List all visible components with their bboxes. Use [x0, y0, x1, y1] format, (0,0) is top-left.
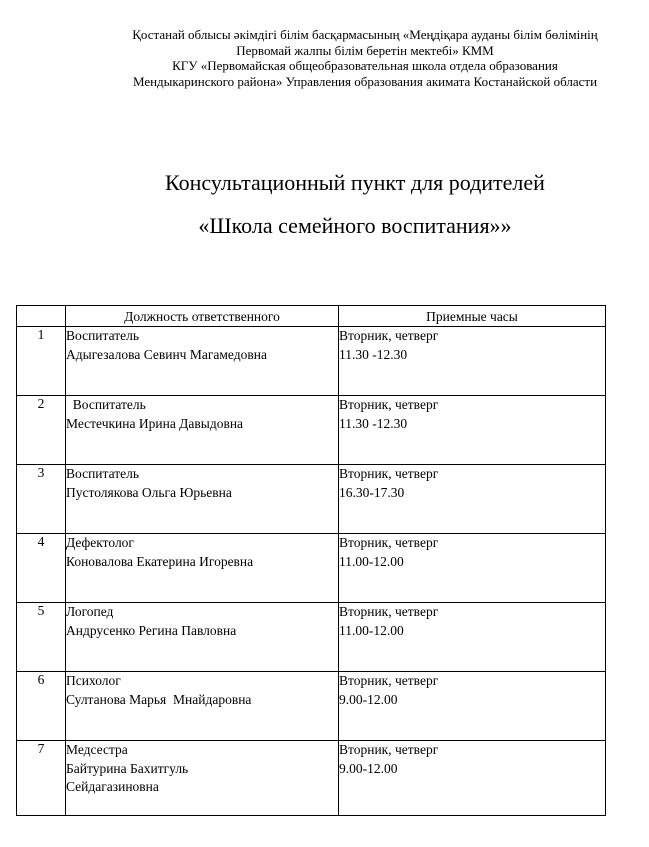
reception-time: 11.00-12.00	[339, 622, 404, 638]
table-row	[17, 672, 606, 741]
header-number-cell	[17, 306, 66, 327]
row-number: 5	[17, 603, 66, 672]
row-hours-cell	[339, 741, 606, 816]
row-position-cell	[66, 327, 339, 396]
row-number: 7	[17, 741, 66, 816]
table-header-row	[17, 306, 606, 327]
consultation-schedule-table	[16, 305, 606, 816]
staff-role: Воспитатель	[66, 466, 140, 481]
table-row	[17, 603, 606, 672]
row-position-cell	[66, 741, 339, 816]
row-position-cell	[66, 672, 339, 741]
row-number: 3	[17, 465, 66, 534]
row-position-cell	[66, 603, 339, 672]
table-row	[17, 465, 606, 534]
header-line-ru-1: КГУ «Первомайская общеобразовательная школа отдела образования	[172, 58, 558, 73]
document-header	[60, 27, 649, 89]
row-position-cell	[66, 465, 339, 534]
row-hours-cell	[339, 327, 606, 396]
header-position-cell: Должность ответственного	[66, 306, 339, 327]
staff-name: Андрусенко Регина Павловна	[66, 622, 237, 638]
reception-days: Вторник, четверг	[339, 328, 439, 343]
row-number: 4	[17, 534, 66, 603]
staff-name: Байтурина Бахитгуль	[66, 760, 189, 776]
row-position-cell	[66, 534, 339, 603]
reception-days: Вторник, четверг	[339, 466, 439, 481]
table-row	[17, 534, 606, 603]
row-hours-cell	[339, 603, 606, 672]
staff-name: Местечкина Ирина Давыдовна	[66, 415, 244, 431]
staff-role: Медсестра	[66, 742, 128, 757]
reception-time: 16.30-17.30	[339, 484, 405, 500]
table-row	[17, 396, 606, 465]
row-number: 1	[17, 327, 66, 396]
reception-time: 11.30 -12.30	[339, 346, 408, 362]
row-hours-cell	[339, 465, 606, 534]
staff-role: Логопед	[66, 604, 114, 619]
staff-role: Психолог	[66, 673, 121, 688]
row-hours-cell	[339, 672, 606, 741]
table-row	[17, 327, 606, 396]
reception-days: Вторник, четверг	[339, 397, 439, 412]
reception-time: 11.00-12.00	[339, 553, 404, 569]
reception-time: 11.30 -12.30	[339, 415, 408, 431]
document-subtitle: «Школа семейного воспитания»»	[198, 213, 512, 238]
row-position-cell	[66, 396, 339, 465]
staff-role: Дефектолог	[66, 535, 134, 550]
staff-name: Пустолякова Ольга Юрьевна	[66, 484, 232, 500]
header-line-ru-2: Мендыкаринского района» Управления образования акимата Костанайской области	[132, 73, 598, 89]
table-row	[17, 741, 606, 816]
reception-days: Вторник, четверг	[339, 604, 439, 619]
reception-time: 9.00-12.00	[339, 760, 398, 776]
row-hours-cell	[339, 396, 606, 465]
staff-name: Адыгезалова Севинч Магамедовна	[66, 346, 267, 362]
row-number: 2	[17, 396, 66, 465]
reception-time: 9.00-12.00	[339, 691, 398, 707]
reception-days: Вторник, четверг	[339, 673, 439, 688]
staff-name: Коновалова Екатерина Игоревна	[66, 553, 254, 569]
staff-name: Султанова Марья Мнайдаровна	[66, 691, 252, 707]
staff-role: Воспитатель	[66, 328, 140, 343]
row-hours-cell	[339, 534, 606, 603]
reception-days: Вторник, четверг	[339, 742, 439, 757]
staff-name-continued: Сейдагазиновна	[66, 779, 159, 794]
staff-role: Воспитатель	[66, 397, 146, 412]
header-line-kz-2: Первомай жалпы білім беретін мектебі» КММ	[236, 42, 494, 58]
header-line-kz-1: Қостанай облысы әкімдігі білім басқармасының «Меңдіқара ауданы білім бөлімінің	[132, 27, 598, 42]
row-number: 6	[17, 672, 66, 741]
reception-days: Вторник, четверг	[339, 535, 439, 550]
header-hours-cell: Приемные часы	[339, 306, 606, 327]
document-title: Консультационный пункт для родителей	[165, 170, 545, 195]
